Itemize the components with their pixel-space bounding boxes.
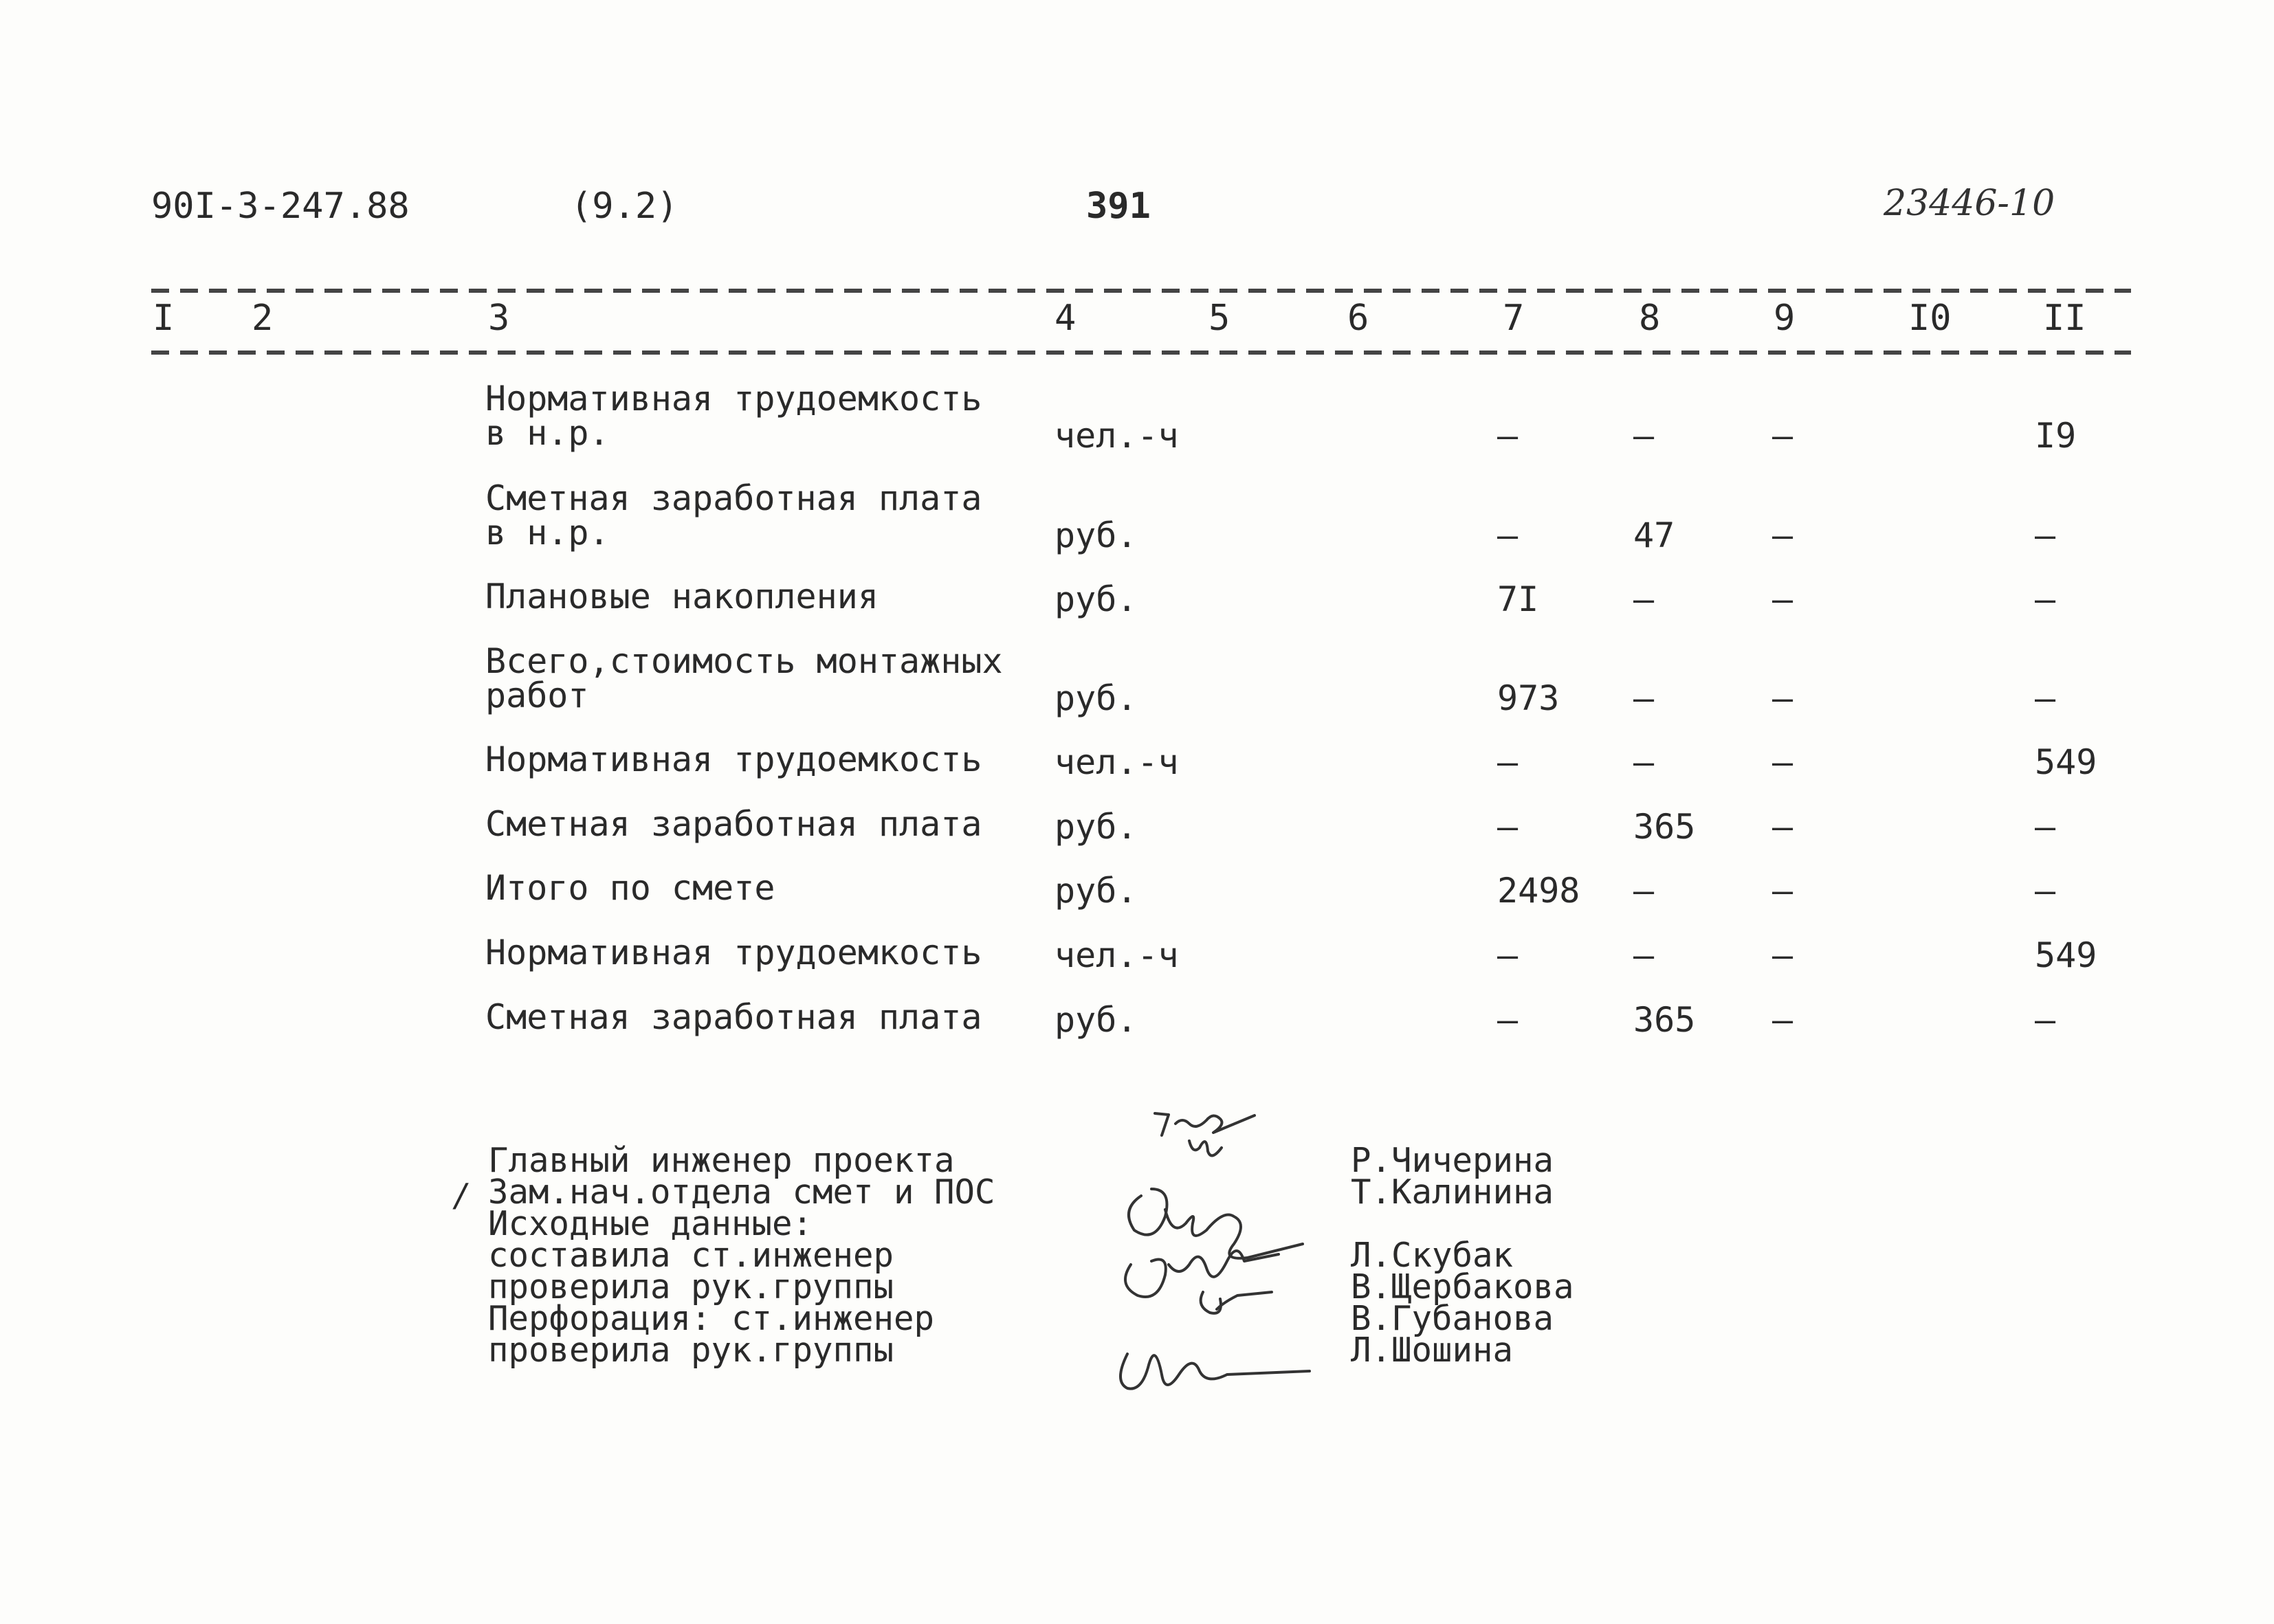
row-description: Плановые накопления [485, 577, 879, 616]
row-description: Нормативная трудоемкость [485, 933, 982, 972]
column-number-5: 5 [1208, 298, 1230, 339]
row-col11: – [2035, 678, 2056, 718]
row-col9: – [1772, 742, 1793, 782]
row-col7: 7I [1497, 579, 1539, 619]
page-number: 391 [1086, 186, 1151, 227]
row-unit: чел.-ч [1055, 742, 1179, 782]
row-col7: – [1497, 515, 1519, 555]
name-line: В.Щербакова [1351, 1267, 1574, 1306]
table-header-rule [151, 351, 2131, 355]
row-col7: – [1497, 742, 1519, 782]
row-unit: руб. [1055, 678, 1138, 718]
row-col8: – [1633, 935, 1655, 975]
row-col11: 549 [2035, 935, 2097, 975]
row-unit: чел.-ч [1055, 935, 1179, 975]
row-col8: 365 [1633, 807, 1696, 847]
column-number-6: 6 [1347, 298, 1369, 339]
column-number-7: 7 [1503, 298, 1525, 339]
row-col8: 47 [1633, 515, 1675, 555]
role-line: Зам.нач.отдела смет и ПОС [488, 1172, 995, 1212]
column-number-4: 4 [1055, 298, 1077, 339]
role-line: Главный инженер проекта [488, 1141, 955, 1180]
name-line: Л.Шошина [1351, 1331, 1514, 1370]
row-unit: руб. [1055, 807, 1138, 847]
row-col11: – [2035, 807, 2056, 847]
row-description: Нормативная трудоемкость [485, 739, 982, 779]
name-line: Л.Скубак [1351, 1236, 1514, 1275]
column-number-3: 3 [488, 298, 510, 339]
row-col8: – [1633, 416, 1655, 456]
row-unit: руб. [1055, 1000, 1138, 1040]
row-col9: – [1772, 807, 1793, 847]
row-unit: руб. [1055, 515, 1138, 555]
row-col7: – [1497, 416, 1519, 456]
row-description: Сметная заработная плата в н.р. [485, 478, 982, 553]
archive-number: 23446-10 [1884, 183, 2055, 224]
row-description: Сметная заработная плата [485, 804, 982, 844]
column-number-1: I [153, 298, 175, 339]
role-line: Исходные данные: [488, 1204, 813, 1243]
margin-tick-mark: / [452, 1177, 472, 1214]
row-col7: 2498 [1497, 871, 1580, 911]
row-col8: – [1633, 678, 1655, 718]
column-number-11: II [2043, 298, 2086, 339]
row-col9: – [1772, 515, 1793, 555]
section-number: (9.2) [571, 186, 678, 227]
row-col7: 973 [1497, 678, 1560, 718]
row-col11: I9 [2035, 416, 2077, 456]
row-col11: – [2035, 579, 2056, 619]
row-description: Сметная заработная плата [485, 997, 982, 1037]
column-number-9: 9 [1774, 298, 1796, 339]
column-number-10: I0 [1908, 298, 1952, 339]
row-col11: – [2035, 1000, 2056, 1040]
row-description: Всего,стоимость монтажных работ [485, 641, 1003, 715]
row-col9: – [1772, 871, 1793, 911]
row-col9: – [1772, 416, 1793, 456]
table-top-rule [151, 289, 2131, 293]
row-col7: – [1497, 935, 1519, 975]
row-unit: чел.-ч [1055, 416, 1179, 456]
row-col11: – [2035, 515, 2056, 555]
row-col9: – [1772, 1000, 1793, 1040]
row-col11: – [2035, 871, 2056, 911]
role-line: проверила рук.группы [488, 1331, 894, 1370]
row-col8: – [1633, 579, 1655, 619]
row-unit: руб. [1055, 871, 1138, 911]
handwritten-signatures [1100, 1106, 1389, 1423]
row-description: Итого по смете [485, 868, 775, 908]
row-description: Нормативная трудоемкость в н.р. [485, 379, 982, 453]
row-col8: – [1633, 742, 1655, 782]
role-line: Перфорация: ст.инженер [488, 1299, 935, 1338]
column-number-8: 8 [1639, 298, 1661, 339]
document-code: 90I-3-247.88 [151, 186, 410, 227]
role-line: проверила рук.группы [488, 1267, 894, 1306]
row-col8: 365 [1633, 1000, 1696, 1040]
name-line: Р.Чичерина [1351, 1141, 1554, 1180]
row-col7: – [1497, 807, 1519, 847]
column-number-2: 2 [252, 298, 274, 339]
row-col9: – [1772, 579, 1793, 619]
role-line: составила ст.инженер [488, 1236, 894, 1275]
row-col9: – [1772, 678, 1793, 718]
row-unit: руб. [1055, 579, 1138, 619]
row-col8: – [1633, 871, 1655, 911]
name-line: В.Губанова [1351, 1299, 1554, 1338]
row-col11: 549 [2035, 742, 2097, 782]
row-col9: – [1772, 935, 1793, 975]
name-line: Т.Калинина [1351, 1172, 1554, 1212]
row-col7: – [1497, 1000, 1519, 1040]
